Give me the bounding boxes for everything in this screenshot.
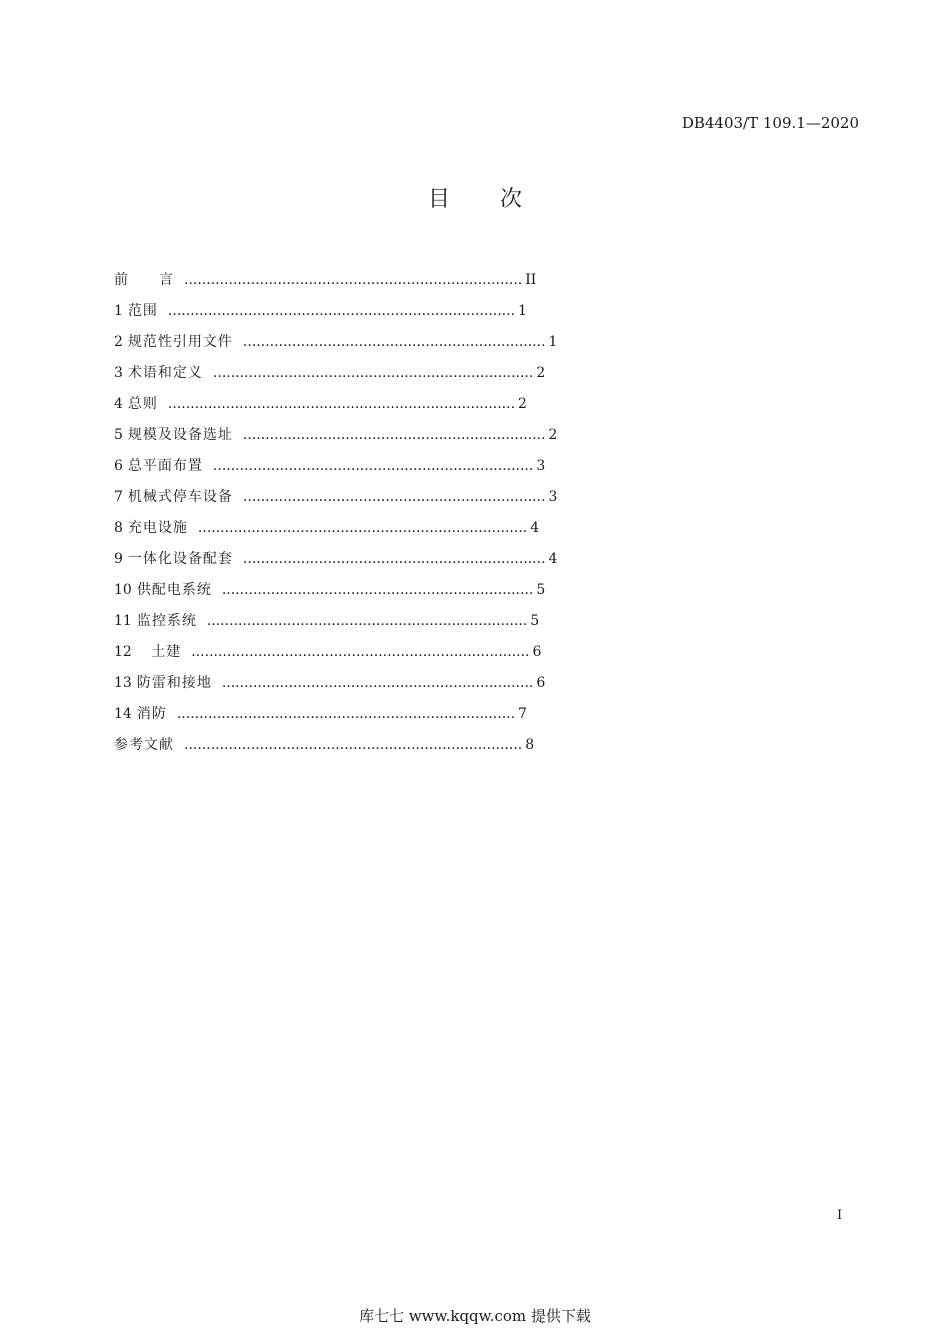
toc-entry-number: 7: [114, 489, 123, 505]
toc-entry-page: 2: [518, 396, 527, 412]
toc-entry-number: 10: [114, 582, 132, 598]
toc-entry-label: 一体化设备配套: [127, 551, 233, 567]
toc-entry-number: 6: [114, 458, 123, 474]
toc-entry-number: 14: [114, 706, 132, 722]
toc-entry-leader: ............................................................................: [176, 706, 516, 722]
page-number: I: [837, 1208, 843, 1223]
footer-watermark-text: 库七七 www.kqqw.com 提供下载: [359, 1307, 591, 1325]
toc-entry-leader: ....................................................................: [242, 334, 546, 350]
toc-entry-page: 6: [532, 644, 542, 660]
toc-entry-label: 总则: [127, 396, 158, 412]
toc-entry-leader: ..............................................................................: [167, 396, 516, 412]
toc-entry-label: 供配电系统: [136, 582, 212, 598]
toc-entry-label: 总平面布置: [127, 458, 203, 474]
toc-entry-leader: ......................................................................: [221, 675, 534, 691]
document-code: DB4403/T 109.1—2020: [681, 114, 859, 132]
table-of-contents: [114, 268, 557, 764]
toc-entry-leader: ..........................................................................: [197, 520, 528, 536]
toc-entry-number: 4: [114, 396, 123, 412]
toc-entry-page: 3: [536, 458, 546, 474]
toc-entry-leader: ............................................................................: [184, 737, 523, 753]
toc-entry-label: 监控系统: [136, 613, 197, 629]
toc-entry-label: 前 言: [114, 272, 174, 288]
toc-entry-label: 规模及设备选址: [127, 427, 233, 443]
toc-entry-leader: ....................................................................: [242, 427, 546, 443]
toc-entry-label: 参考文献: [114, 737, 174, 753]
toc-entry-leader: ............................................................................: [191, 644, 530, 660]
toc-entry-label: 机械式停车设备: [127, 489, 233, 505]
toc-entry[interactable]: [114, 516, 557, 547]
toc-entry-number: 2: [114, 334, 123, 350]
toc-entry-label: 防雷和接地: [136, 675, 212, 691]
toc-title-char-1: 目: [427, 187, 450, 212]
toc-entry-page: 2: [548, 427, 558, 443]
toc-entry-label: 充电设施: [127, 520, 188, 536]
toc-entry-leader: ....................................................................: [242, 551, 546, 567]
toc-entry[interactable]: [114, 671, 557, 702]
toc-entry[interactable]: [114, 454, 557, 485]
toc-entry-number: 12: [114, 644, 132, 660]
toc-entry-number: 13: [114, 675, 132, 691]
toc-entry[interactable]: [114, 733, 557, 764]
toc-entry-page: 3: [548, 489, 558, 505]
toc-entry-number: 5: [114, 427, 123, 443]
toc-entry-label: 土建: [145, 644, 182, 660]
toc-entry-page: II: [525, 272, 537, 288]
toc-entry-page: 5: [530, 613, 540, 629]
toc-entry[interactable]: [114, 640, 557, 671]
toc-title: [0, 182, 950, 213]
toc-entry[interactable]: [114, 423, 557, 454]
toc-entry-leader: ......................................................................: [221, 582, 534, 598]
toc-entry-label: 消防: [136, 706, 167, 722]
toc-entry-leader: ............................................................................: [184, 272, 523, 288]
toc-entry-page: 1: [548, 334, 558, 350]
toc-entry-label: 范围: [127, 303, 158, 319]
toc-entry[interactable]: [114, 268, 557, 299]
toc-entry[interactable]: [114, 702, 557, 733]
toc-entry-page: 8: [525, 737, 535, 753]
toc-entry-page: 7: [518, 706, 527, 722]
toc-entry-number: 9: [114, 551, 123, 567]
toc-entry-page: 2: [536, 365, 546, 381]
toc-entry[interactable]: [114, 392, 557, 423]
toc-entry-number: 3: [114, 365, 123, 381]
toc-entry-number: 11: [114, 613, 132, 629]
toc-entry-leader: ........................................................................: [206, 613, 528, 629]
toc-entry-leader: ....................................................................: [242, 489, 546, 505]
toc-entry[interactable]: [114, 361, 557, 392]
toc-entry-page: 1: [518, 303, 527, 319]
toc-entry-number: 8: [114, 520, 123, 536]
toc-entry-label: 术语和定义: [127, 365, 203, 381]
toc-entry-leader: ........................................................................: [212, 458, 534, 474]
toc-entry[interactable]: [114, 299, 557, 330]
toc-entry-leader: ........................................................................: [212, 365, 534, 381]
toc-entry[interactable]: [114, 485, 557, 516]
toc-entry-number: 1: [114, 303, 123, 319]
toc-entry-page: 5: [536, 582, 546, 598]
toc-entry-page: 4: [548, 551, 558, 567]
toc-entry-leader: ..............................................................................: [167, 303, 516, 319]
toc-entry-page: 6: [536, 675, 546, 691]
toc-entry[interactable]: [114, 578, 557, 609]
toc-entry-label: 规范性引用文件: [127, 334, 233, 350]
toc-entry[interactable]: [114, 609, 557, 640]
toc-entry[interactable]: [114, 330, 557, 361]
toc-entry-page: 4: [530, 520, 540, 536]
toc-entry[interactable]: [114, 547, 557, 578]
toc-title-char-2: 次: [500, 187, 523, 212]
